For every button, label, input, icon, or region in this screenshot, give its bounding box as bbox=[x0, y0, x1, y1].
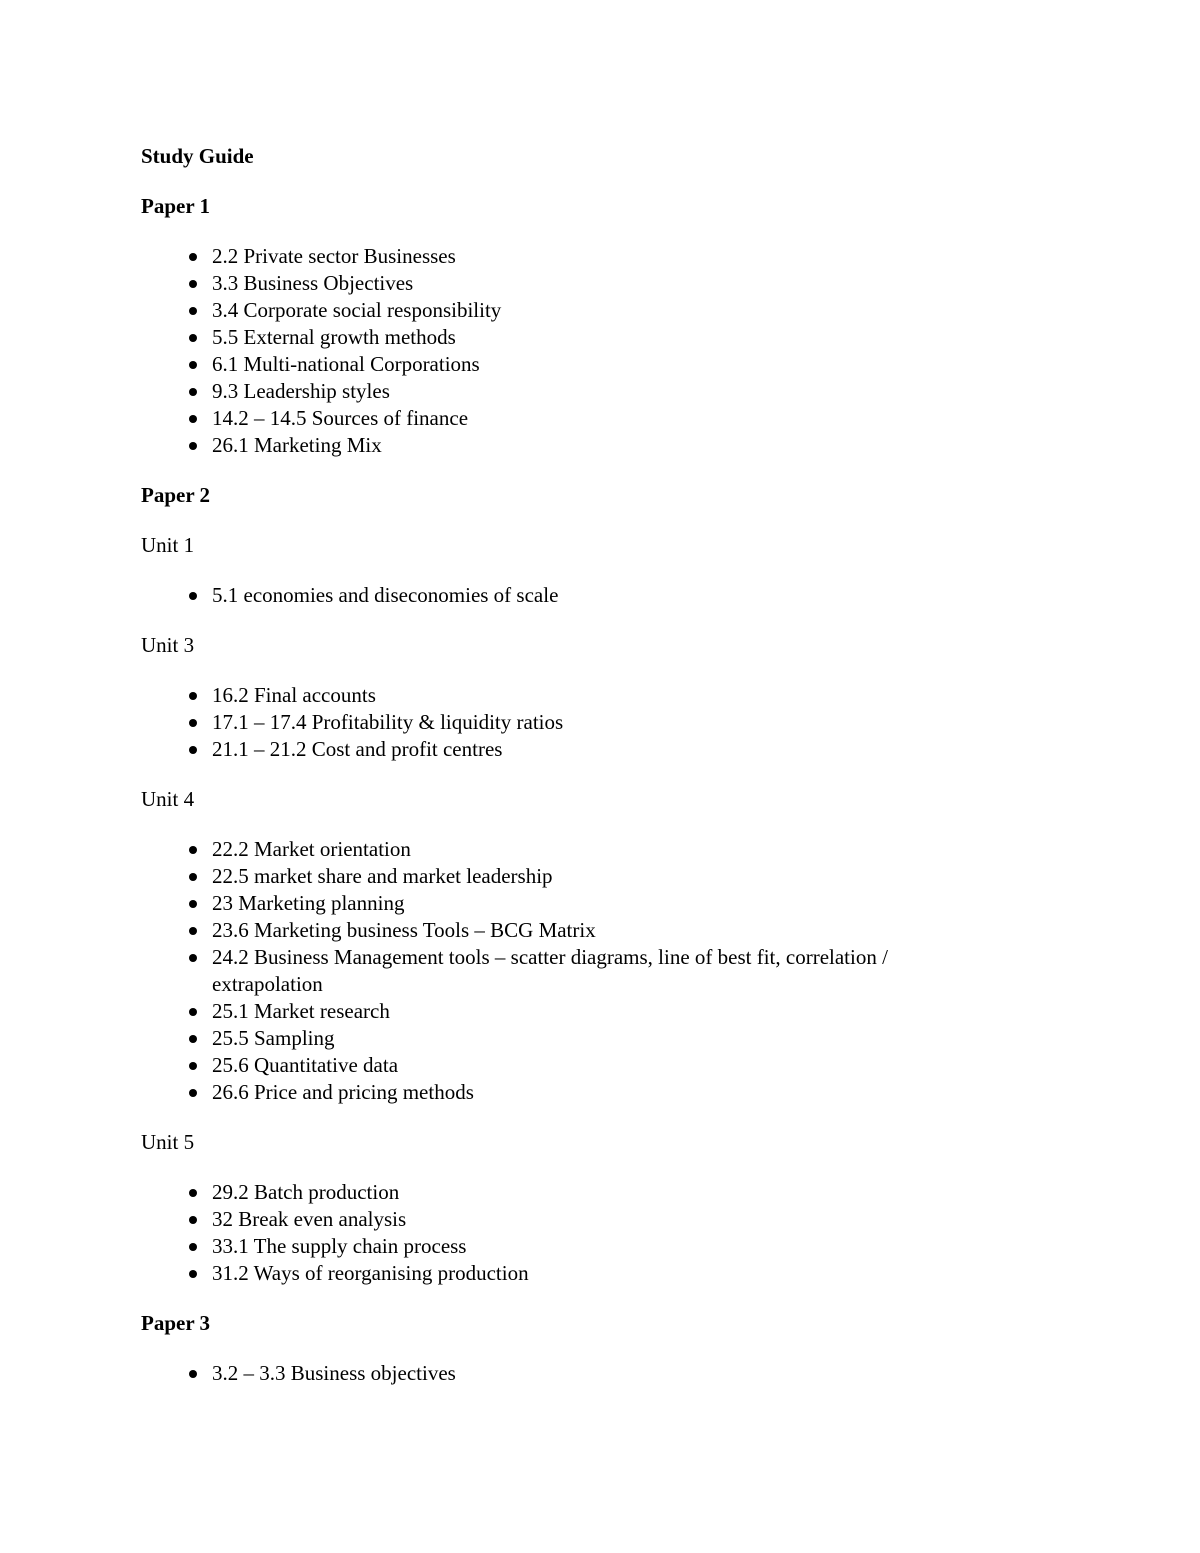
bullet-icon bbox=[189, 280, 197, 288]
bullet-icon bbox=[189, 415, 197, 423]
paper-3-heading: Paper 3 bbox=[141, 1311, 211, 1335]
list-item: 31.2 Ways of reorganising production bbox=[212, 1260, 1041, 1287]
bullet-icon bbox=[189, 442, 197, 450]
unit-3-topic-list bbox=[141, 682, 1041, 763]
list-item: 14.2 – 14.5 Sources of finance bbox=[212, 405, 1041, 432]
bullet-icon bbox=[189, 1062, 197, 1070]
list-item: 5.1 economies and diseconomies of scale bbox=[212, 582, 1041, 609]
bullet-icon bbox=[189, 1216, 197, 1224]
unit-1-heading: Unit 1 bbox=[141, 533, 195, 557]
bullet-icon bbox=[189, 746, 197, 754]
bullet-icon bbox=[189, 873, 197, 881]
list-item: 24.2 Business Management tools – scatter diagrams, line of best fit, correlation / extrapolation bbox=[212, 944, 992, 998]
paper-2-heading: Paper 2 bbox=[141, 483, 211, 507]
list-item: 3.3 Business Objectives bbox=[212, 270, 1041, 297]
list-item: 25.5 Sampling bbox=[212, 1025, 1041, 1052]
bullet-icon bbox=[189, 1243, 197, 1251]
document-title: Study Guide bbox=[141, 144, 254, 168]
bullet-icon bbox=[189, 1189, 197, 1197]
bullet-icon bbox=[189, 900, 197, 908]
unit-4-heading: Unit 4 bbox=[141, 787, 195, 811]
bullet-icon bbox=[189, 719, 197, 727]
bullet-icon bbox=[189, 388, 197, 396]
list-item: 5.5 External growth methods bbox=[212, 324, 1041, 351]
bullet-icon bbox=[189, 334, 197, 342]
unit-1-topic-list bbox=[141, 582, 1041, 609]
list-item: 23.6 Marketing business Tools – BCG Matrix bbox=[212, 917, 1041, 944]
paper-1-heading: Paper 1 bbox=[141, 194, 211, 218]
unit-4-topic-list bbox=[141, 836, 1041, 1106]
bullet-icon bbox=[189, 1089, 197, 1097]
list-item: 6.1 Multi-national Corporations bbox=[212, 351, 1041, 378]
list-item: 23 Marketing planning bbox=[212, 890, 1041, 917]
document-page bbox=[141, 143, 1041, 1410]
list-item: 25.1 Market research bbox=[212, 998, 1041, 1025]
list-item: 3.4 Corporate social responsibility bbox=[212, 297, 1041, 324]
list-item: 33.1 The supply chain process bbox=[212, 1233, 1041, 1260]
bullet-icon bbox=[189, 1270, 197, 1278]
list-item: 26.1 Marketing Mix bbox=[212, 432, 1041, 459]
unit-5-heading: Unit 5 bbox=[141, 1130, 195, 1154]
list-item: 21.1 – 21.2 Cost and profit centres bbox=[212, 736, 1041, 763]
bullet-icon bbox=[189, 692, 197, 700]
list-item: 26.6 Price and pricing methods bbox=[212, 1079, 1041, 1106]
list-item: 32 Break even analysis bbox=[212, 1206, 1041, 1233]
list-item: 25.6 Quantitative data bbox=[212, 1052, 1041, 1079]
paper-3-topic-list bbox=[141, 1360, 1041, 1387]
bullet-icon bbox=[189, 253, 197, 261]
list-item: 22.5 market share and market leadership bbox=[212, 863, 1041, 890]
bullet-icon bbox=[189, 954, 197, 962]
bullet-icon bbox=[189, 927, 197, 935]
list-item: 9.3 Leadership styles bbox=[212, 378, 1041, 405]
bullet-icon bbox=[189, 307, 197, 315]
bullet-icon bbox=[189, 592, 197, 600]
list-item: 16.2 Final accounts bbox=[212, 682, 1041, 709]
bullet-icon bbox=[189, 361, 197, 369]
list-item: 3.2 – 3.3 Business objectives bbox=[212, 1360, 1041, 1387]
bullet-icon bbox=[189, 846, 197, 854]
bullet-icon bbox=[189, 1370, 197, 1378]
bullet-icon bbox=[189, 1035, 197, 1043]
bullet-icon bbox=[189, 1008, 197, 1016]
unit-5-topic-list bbox=[141, 1179, 1041, 1287]
list-item: 29.2 Batch production bbox=[212, 1179, 1041, 1206]
list-item: 17.1 – 17.4 Profitability & liquidity ratios bbox=[212, 709, 1041, 736]
list-item: 2.2 Private sector Businesses bbox=[212, 243, 1041, 270]
unit-3-heading: Unit 3 bbox=[141, 633, 195, 657]
list-item: 22.2 Market orientation bbox=[212, 836, 1041, 863]
paper-1-topic-list bbox=[141, 243, 1041, 459]
